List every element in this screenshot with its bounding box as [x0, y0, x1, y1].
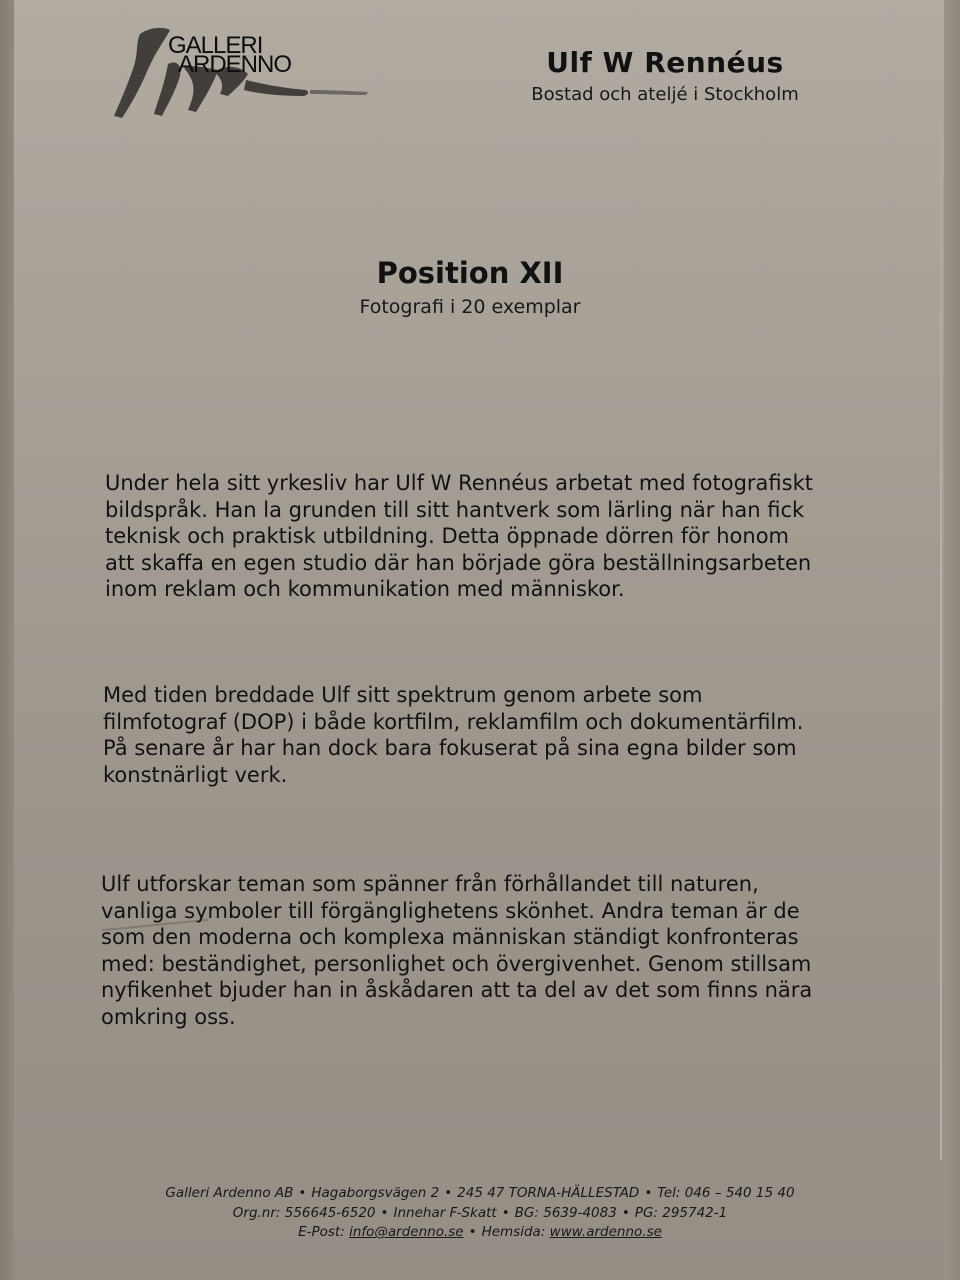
text-line: Under hela sitt yrkesliv har Ulf W Rennéus arbetat med fotografiskt [105, 471, 813, 495]
logo-line-ardenno: ARDENNO [178, 51, 292, 78]
bullet-separator: • [621, 1204, 630, 1221]
postal-address: 245 47 TORNA-HÄLLESTAD [457, 1185, 640, 1201]
text-line: konstnärligt verk. [103, 762, 288, 787]
website-label: Hemsida: [481, 1224, 546, 1240]
bullet-separator: • [501, 1204, 510, 1221]
email-label: E-Post: [298, 1224, 345, 1240]
text-line: Ulf utforskar teman som spänner från förhållandet till naturen, [101, 872, 759, 896]
artist-location: Bostad och ateljé i Stockholm [531, 84, 799, 105]
artist-name: Ulf W Rennéus [546, 46, 784, 79]
galleri-ardenno-logo [110, 24, 380, 124]
text-line: omkring oss. [101, 1004, 236, 1029]
footer-row-address [150, 1184, 810, 1204]
artwork-edition: Fotografi i 20 exemplar [359, 296, 581, 318]
plusgiro: PG: 295742-1 [634, 1204, 728, 1221]
text-line: vanliga symboler till förgänglighetens skönhet. Andra teman är de [101, 898, 800, 923]
logo-wordmark [168, 32, 292, 78]
document-page [14, 0, 944, 1280]
bullet-separator: • [298, 1185, 307, 1201]
page-edge-left [0, 0, 14, 1280]
text-line: filmfotograf (DOP) i både kortfilm, reklamfilm och dokumentärfilm. [103, 709, 804, 734]
email-link[interactable]: info@ardenno.se [349, 1224, 464, 1240]
text-line: som den moderna och komplexa människan ständigt konfronteras [101, 925, 799, 950]
tax-status: Innehar F-Skatt [393, 1204, 497, 1221]
website-link[interactable]: www.ardenno.se [549, 1224, 662, 1240]
text-line: nyfikenhet bjuder han in åskådaren att ta del av det som finns nära [101, 978, 813, 1003]
text-line: teknisk och praktisk utbildning. Detta öppnade dörren för honom [105, 524, 790, 549]
text-line: På senare år har han dock bara fokuserat på sina egna bilder som [103, 736, 797, 761]
logo-line-galleri: GALLERI [168, 32, 263, 59]
bullet-separator: • [468, 1224, 477, 1240]
org-number: Org.nr: 556645-6520 [232, 1204, 376, 1221]
bankgiro: BG: 5639-4083 [514, 1204, 617, 1221]
bullet-separator: • [644, 1185, 653, 1201]
text-line: att skaffa en egen studio där han började göra beställningsarbeten [105, 550, 812, 575]
text-line: Med tiden breddade Ulf sitt spektrum genom arbete som [103, 683, 703, 707]
paragraph-career [105, 470, 905, 603]
artwork-title: Position XII [376, 256, 564, 290]
footer-contact [150, 1184, 810, 1243]
text-line: bildspråk. Han la grunden till sitt hantverk som lärling när han fick [105, 497, 805, 522]
bullet-separator: • [444, 1185, 453, 1201]
company-name: Galleri Ardenno AB [165, 1185, 294, 1201]
phone-number: Tel: 046 – 540 15 40 [657, 1185, 795, 1201]
bullet-separator: • [380, 1204, 389, 1221]
footer-row-web [150, 1223, 810, 1243]
text-line: inom reklam och kommunikation med människor. [105, 577, 625, 602]
page-edge-right [944, 0, 960, 1280]
paragraph-themes [101, 871, 901, 1031]
street-address: Hagaborgsvägen 2 [311, 1185, 440, 1201]
footer-row-registration [150, 1204, 810, 1224]
paper-fold-line [940, 60, 942, 1160]
text-line: med: beständighet, personlighet och övergivenhet. Genom stillsam [101, 951, 812, 976]
paragraph-film [103, 682, 903, 788]
